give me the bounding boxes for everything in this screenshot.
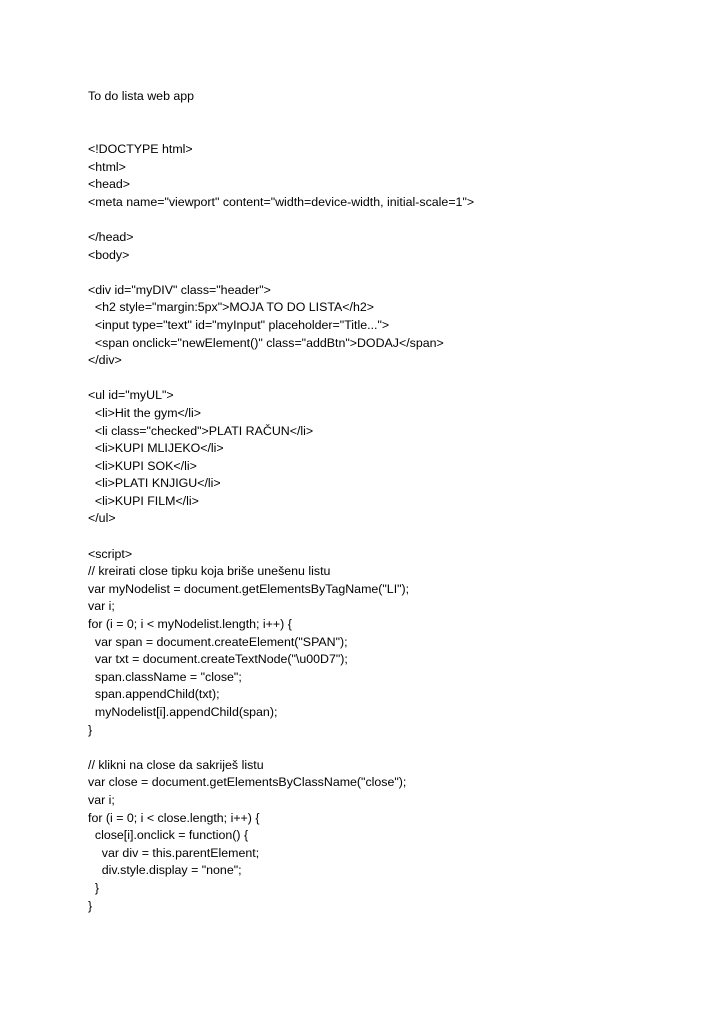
code-line: <head> [88,177,131,192]
code-line: </head> [88,229,134,244]
code-line: span.appendChild(txt); [88,687,220,702]
code-line: <li>PLATI KNJIGU</li> [88,476,221,491]
code-line: <script> [88,546,133,561]
code-line: <body> [88,247,130,262]
code-line: <li>KUPI FILM</li> [88,493,199,508]
code-line: <li>Hit the gym</li> [88,405,201,420]
code-line: var i; [88,599,115,614]
code-line [88,528,474,546]
code-line: for (i = 0; i < myNodelist.length; i++) { [88,617,292,632]
document-title: To do lista web app [88,89,195,103]
code-line: <input type="text" id="myInput" placeholder="Title..."> [88,317,390,332]
code-line: } [88,722,93,737]
code-line: var div = this.parentElement; [88,845,260,860]
code-line: for (i = 0; i < close.length; i++) { [88,810,260,825]
code-line: </div> [88,353,122,368]
code-line: div.style.display = "none"; [88,863,242,878]
code-line: var close = document.getElementsByClassName("close"); [88,775,407,790]
code-line: } [88,880,100,895]
code-line [88,739,474,757]
code-line: <li>KUPI MLIJEKO</li> [88,441,224,456]
code-line: // klikni na close da sakriješ listu [88,757,264,772]
code-line: // kreirati close tipku koja briše unešenu listu [88,564,331,579]
code-line: </ul> [88,511,116,526]
code-line: var myNodelist = document.getElementsByTagName("LI"); [88,581,410,596]
code-line: } [88,898,93,913]
code-line: var span = document.createElement("SPAN"); [88,634,348,649]
code-listing [88,141,474,915]
code-line [88,264,474,282]
code-line: <ul id="myUL"> [88,388,174,403]
code-line: <li>KUPI SOK</li> [88,458,197,473]
code-line: close[i].onclick = function() { [88,828,249,843]
code-line: <h2 style="margin:5px">MOJA TO DO LISTA</h2> [88,300,374,315]
code-line [88,370,474,388]
code-line: <span onclick="newElement()" class="addBtn">DODAJ</span> [88,335,444,350]
code-line: <html> [88,159,126,174]
code-line: <div id="myDIV" class="header"> [88,282,271,297]
code-line: span.className = "close"; [88,669,242,684]
code-line: <!DOCTYPE html> [88,142,193,156]
code-line: var txt = document.createTextNode("\u00D7"); [88,652,348,667]
code-line: myNodelist[i].appendChild(span); [88,705,278,719]
code-line: var i; [88,792,115,807]
code-line: <meta name="viewport" content="width=device-width, initial-scale=1"> [88,194,475,209]
code-line [88,211,474,229]
code-line: <li class="checked">PLATI RAČUN</li> [88,423,314,438]
